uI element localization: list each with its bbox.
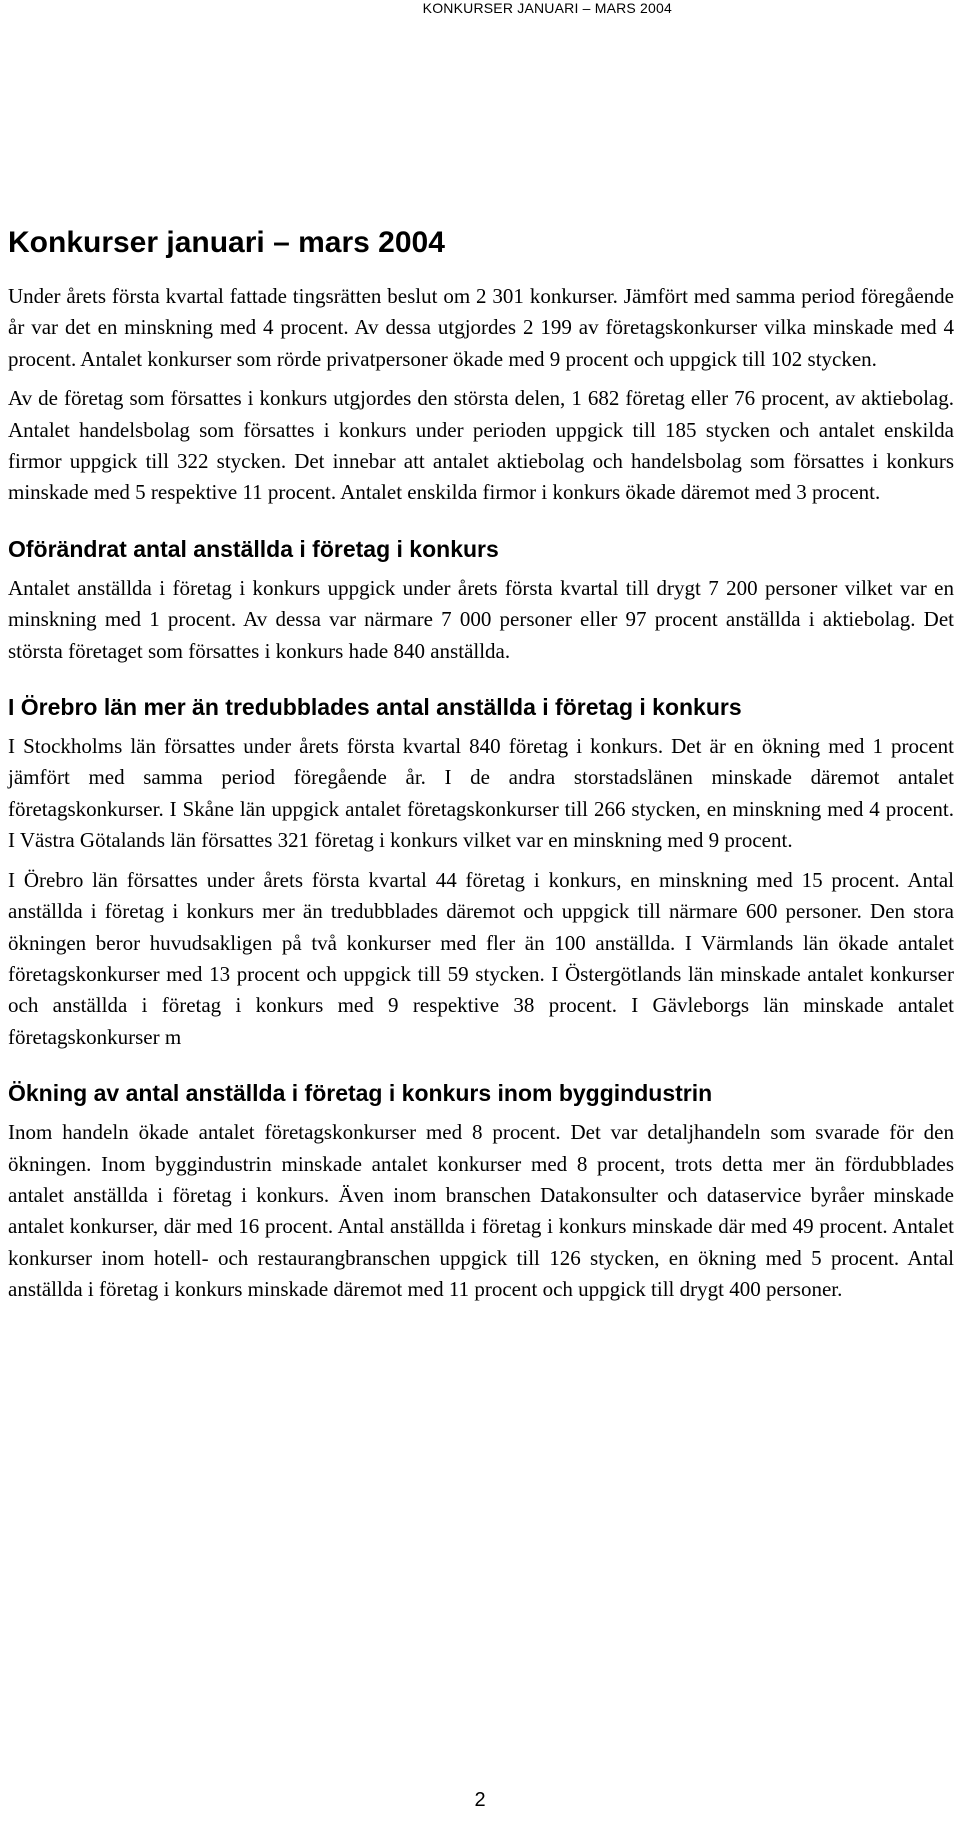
page-number: 2 <box>474 1789 486 1811</box>
section-paragraph: Inom handeln ökade antalet företagskonkurser med 8 procent. Det var detaljhandeln som svarade för den ökningen. Inom byggindustrin minskade antalet konkurser med 8 procent, trots detta mer än fördubblades antalet anställda i företag i konkurs. Även inom branschen Datakonsulter och dataservice byråer minskade antalet konkurser, där med 16 procent. Antal anställda i företag i konkurs minskade där med 49 procent. Antalet konkurser inom hotell- och restaurangbranschen uppgick till 126 stycken, en ökning med 5 procent. Antal anställda i företag i konkurs minskade däremot med 11 procent och uppgick till drygt 400 personer. <box>8 1120 954 1302</box>
intro-paragraph: Under årets första kvartal fattade tingsrätten beslut om 2 301 konkurser. Jämfört med samma period föregående år var det en minskning med 4 procent. Av dessa utgjordes 2 199 av företagskonkurser vilka minskade med 4 procent. Antalet konkurser som rörde privatpersoner ökade med 9 procent och uppgick till 102 stycken. <box>8 284 954 371</box>
intro-paragraph: Av de företag som försattes i konkurs utgjordes den största delen, 1 682 företag eller 76 procent, av aktiebolag. Antalet handelsbolag som försattes i konkurs under perioden uppgick till 185 stycken och antalet enskilda firmor uppgick till 322 stycken. Det innebar att antalet aktiebolag och handelsbolag som försattes i konkurs minskade med 5 respektive 11 procent. Antalet enskilda firmor i konkurs ökade däremot med 3 procent. <box>8 386 954 505</box>
section-paragraph: I Stockholms län försattes under årets första kvartal 840 företag i konkurs. Det är en ökning med 1 procent jämfört med samma period föregående år. I de andra storstadslänen minskade däremot antalet företagskonkurser. I Skåne län uppgick antalet företagskonkurser till 266 stycken, en minskning med 4 procent. I Västra Götalands län försattes 321 företag i konkurs vilket var en minskning med 9 procent. <box>8 734 954 853</box>
section-heading: I Örebro län mer än tredubblades antal anställda i företag i konkurs <box>8 694 742 721</box>
section-employees <box>8 535 954 667</box>
section-paragraph: I Örebro län försattes under årets första kvartal 44 företag i konkurs, en minskning med 15 procent. Antal anställda i företag i konkurs mer än tredubblades däremot och uppgick till närmare 600 personer. Den stora ökningen beror huvudsakligen på två konkurser med fler än 100 anställda. I Värmlands län ökade antalet företagskonkurser med 13 procent och uppgick till 59 stycken. I Östergötlands län minskade antalet konkurser och anställda i företag i konkurs med 9 respektive 38 procent. I Gävleborgs län minskade antalet företagskonkurser m <box>8 867 954 1049</box>
section-industries <box>8 1079 954 1305</box>
page-title: Konkurser januari – mars 2004 <box>8 226 445 259</box>
article <box>8 226 954 1314</box>
section-regions <box>8 693 954 1053</box>
section-heading: Ökning av antal anställda i företag i konkurs inom byggindustrin <box>8 1080 713 1107</box>
section-heading: Oförändrat antal anställda i företag i konkurs <box>8 535 499 562</box>
running-header: KONKURSER JANUARI – MARS 2004 <box>422 0 672 16</box>
section-paragraph: Antalet anställda i företag i konkurs uppgick under årets första kvartal till drygt 7 200 personer vilket var en minskning med 1 procent. Av dessa var närmare 7 000 personer eller 97 procent anställda i aktiebolag. Det största företaget som försattes i konkurs hade 840 anställda. <box>8 575 954 663</box>
